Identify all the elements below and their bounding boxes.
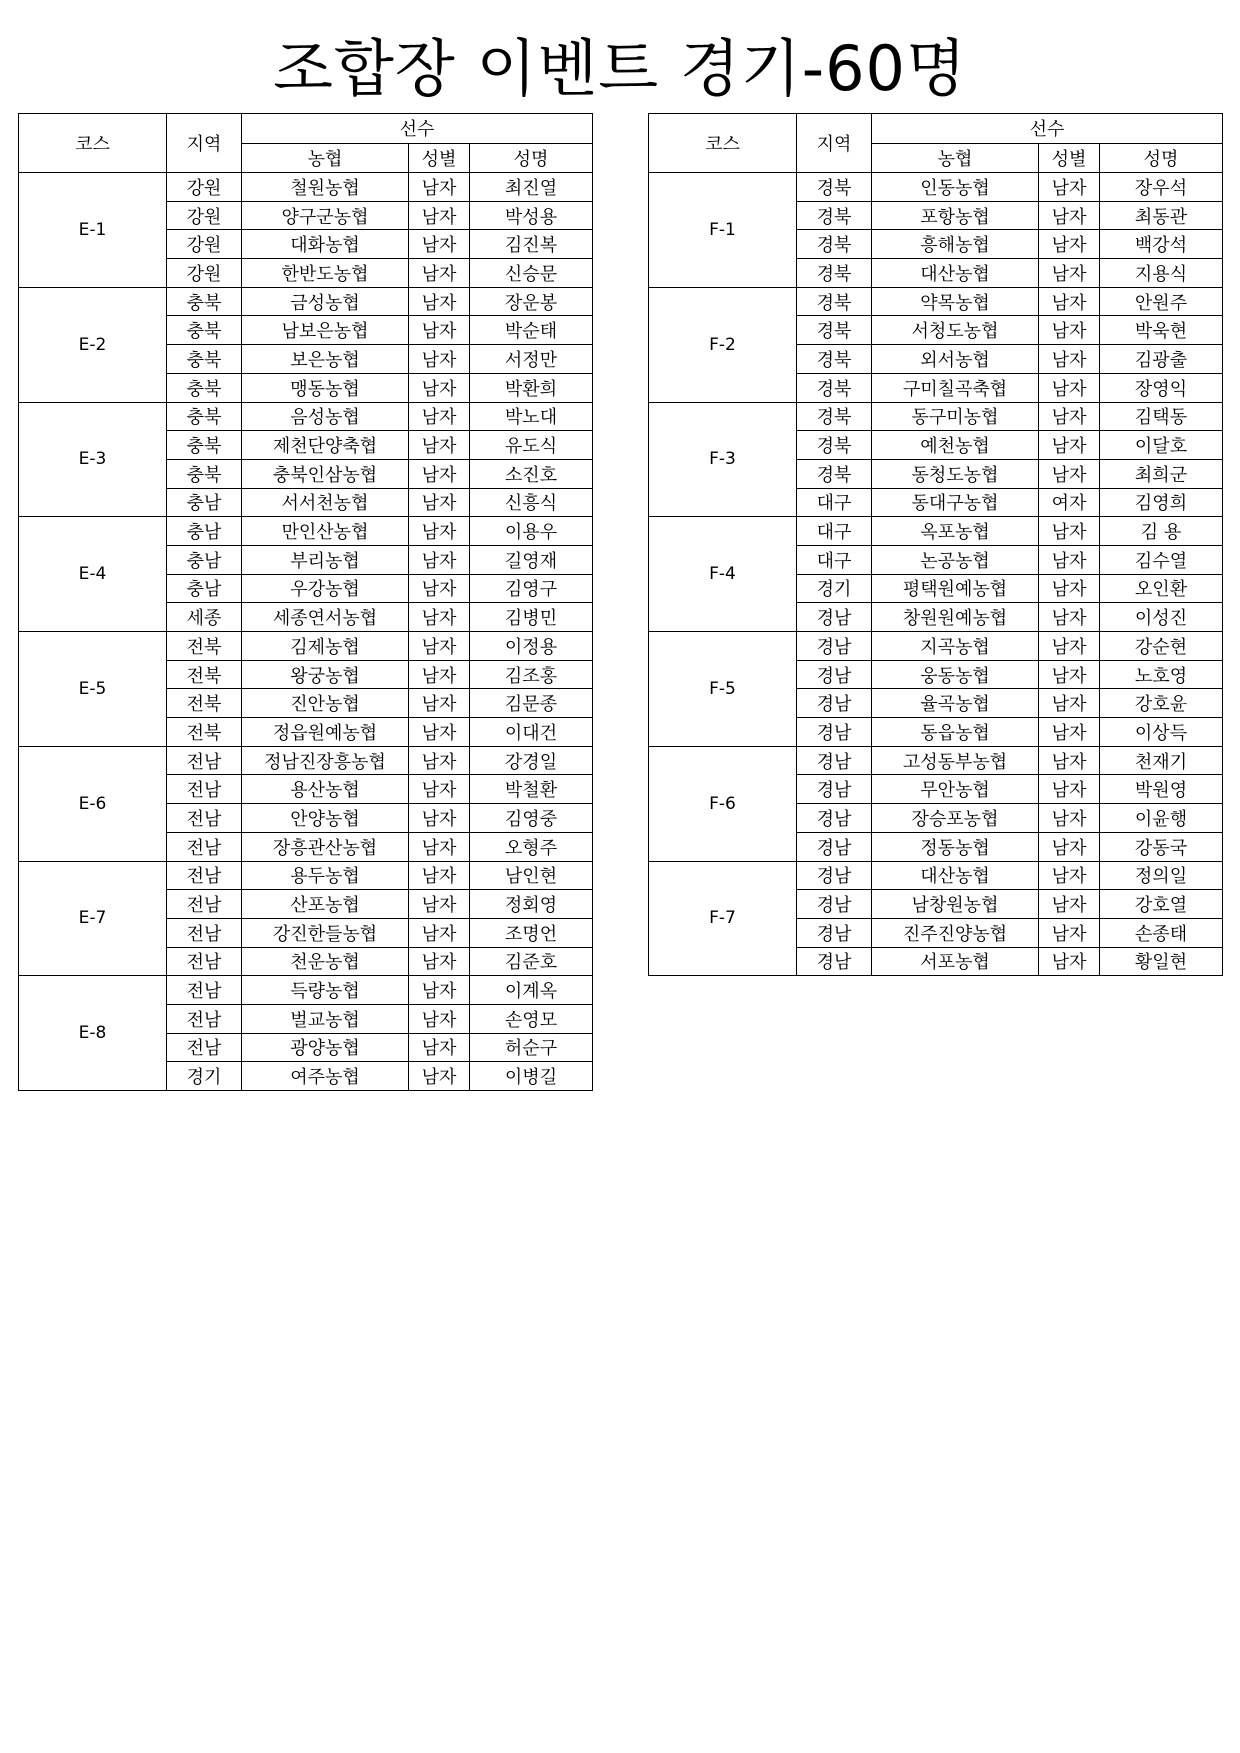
gender-cell: 남자 bbox=[409, 1062, 470, 1091]
gender-cell: 남자 bbox=[409, 832, 470, 861]
region-cell: 강원 bbox=[167, 173, 242, 202]
gender-cell: 남자 bbox=[409, 775, 470, 804]
coop-cell: 김제농협 bbox=[242, 632, 409, 661]
table-row bbox=[649, 287, 1223, 316]
coop-cell: 맹동농협 bbox=[242, 373, 409, 402]
coop-cell: 포항농협 bbox=[872, 201, 1039, 230]
gender-cell: 남자 bbox=[409, 345, 470, 374]
region-cell: 경남 bbox=[797, 746, 872, 775]
course-cell: E-5 bbox=[19, 632, 167, 747]
table-row bbox=[19, 287, 593, 316]
coop-cell: 율곡농협 bbox=[872, 689, 1039, 718]
coop-cell: 안양농협 bbox=[242, 804, 409, 833]
coop-cell: 진주진양농협 bbox=[872, 918, 1039, 947]
roster-body bbox=[649, 173, 1223, 976]
table-row bbox=[19, 746, 593, 775]
region-cell: 경북 bbox=[797, 173, 872, 202]
gender-cell: 남자 bbox=[409, 574, 470, 603]
gender-cell: 남자 bbox=[409, 402, 470, 431]
coop-cell: 진안농협 bbox=[242, 689, 409, 718]
coop-cell: 동구미농협 bbox=[872, 402, 1039, 431]
region-cell: 경남 bbox=[797, 603, 872, 632]
gender-cell: 남자 bbox=[1039, 775, 1100, 804]
name-cell: 이정용 bbox=[470, 632, 593, 661]
table-row bbox=[649, 632, 1223, 661]
coop-cell: 세종연서농협 bbox=[242, 603, 409, 632]
region-cell: 경남 bbox=[797, 718, 872, 747]
gender-cell: 남자 bbox=[1039, 689, 1100, 718]
header-course: 코스 bbox=[649, 114, 797, 173]
table-row bbox=[19, 632, 593, 661]
gender-cell: 남자 bbox=[409, 890, 470, 919]
coop-cell: 동읍농협 bbox=[872, 718, 1039, 747]
name-cell: 강동국 bbox=[1100, 832, 1223, 861]
name-cell: 김택동 bbox=[1100, 402, 1223, 431]
region-cell: 경북 bbox=[797, 345, 872, 374]
coop-cell: 부리농협 bbox=[242, 545, 409, 574]
course-cell: E-3 bbox=[19, 402, 167, 517]
gender-cell: 남자 bbox=[1039, 804, 1100, 833]
coop-cell: 정남진장흥농협 bbox=[242, 746, 409, 775]
coop-cell: 서서천농협 bbox=[242, 488, 409, 517]
gender-cell: 남자 bbox=[1039, 574, 1100, 603]
page-title: 조합장 이벤트 경기-60명 bbox=[273, 32, 967, 105]
gender-cell: 남자 bbox=[409, 517, 470, 546]
gender-cell: 남자 bbox=[409, 287, 470, 316]
name-cell: 유도식 bbox=[470, 431, 593, 460]
region-cell: 전남 bbox=[167, 861, 242, 890]
name-cell: 김병민 bbox=[470, 603, 593, 632]
region-cell: 경남 bbox=[797, 632, 872, 661]
course-cell: F-6 bbox=[649, 746, 797, 861]
name-cell: 김영구 bbox=[470, 574, 593, 603]
coop-cell: 외서농협 bbox=[872, 345, 1039, 374]
gender-cell: 남자 bbox=[409, 660, 470, 689]
region-cell: 대구 bbox=[797, 517, 872, 546]
gender-cell: 남자 bbox=[409, 976, 470, 1005]
table-row bbox=[649, 517, 1223, 546]
name-cell: 이용우 bbox=[470, 517, 593, 546]
table-row bbox=[649, 402, 1223, 431]
coop-cell: 만인산농협 bbox=[242, 517, 409, 546]
header-region: 지역 bbox=[797, 114, 872, 173]
name-cell: 김문종 bbox=[470, 689, 593, 718]
coop-cell: 우강농협 bbox=[242, 574, 409, 603]
region-cell: 경북 bbox=[797, 230, 872, 259]
region-cell: 경남 bbox=[797, 918, 872, 947]
region-cell: 경북 bbox=[797, 402, 872, 431]
name-cell: 천재기 bbox=[1100, 746, 1223, 775]
coop-cell: 대산농협 bbox=[872, 861, 1039, 890]
region-cell: 전남 bbox=[167, 832, 242, 861]
region-cell: 경북 bbox=[797, 459, 872, 488]
coop-cell: 왕궁농협 bbox=[242, 660, 409, 689]
coop-cell: 남창원농협 bbox=[872, 890, 1039, 919]
region-cell: 경남 bbox=[797, 804, 872, 833]
name-cell: 강순현 bbox=[1100, 632, 1223, 661]
region-cell: 충북 bbox=[167, 431, 242, 460]
gender-cell: 남자 bbox=[1039, 718, 1100, 747]
coop-cell: 여주농협 bbox=[242, 1062, 409, 1091]
coop-cell: 무안농협 bbox=[872, 775, 1039, 804]
region-cell: 충북 bbox=[167, 402, 242, 431]
coop-cell: 광양농협 bbox=[242, 1033, 409, 1062]
gender-cell: 남자 bbox=[1039, 603, 1100, 632]
coop-cell: 예천농협 bbox=[872, 431, 1039, 460]
name-cell: 김영희 bbox=[1100, 488, 1223, 517]
gender-cell: 남자 bbox=[1039, 459, 1100, 488]
name-cell: 오형주 bbox=[470, 832, 593, 861]
coop-cell: 천운농협 bbox=[242, 947, 409, 976]
region-cell: 대구 bbox=[797, 488, 872, 517]
name-cell: 김영중 bbox=[470, 804, 593, 833]
coop-cell: 논공농협 bbox=[872, 545, 1039, 574]
gender-cell: 남자 bbox=[409, 804, 470, 833]
region-cell: 전북 bbox=[167, 632, 242, 661]
name-cell: 이성진 bbox=[1100, 603, 1223, 632]
coop-cell: 창원원예농협 bbox=[872, 603, 1039, 632]
region-cell: 경북 bbox=[797, 316, 872, 345]
course-cell: E-6 bbox=[19, 746, 167, 861]
region-cell: 전북 bbox=[167, 660, 242, 689]
coop-cell: 한반도농협 bbox=[242, 259, 409, 288]
coop-cell: 서포농협 bbox=[872, 947, 1039, 976]
region-cell: 경기 bbox=[167, 1062, 242, 1091]
table-row bbox=[649, 861, 1223, 890]
gender-cell: 남자 bbox=[1039, 373, 1100, 402]
region-cell: 전남 bbox=[167, 1004, 242, 1033]
coop-cell: 지곡농협 bbox=[872, 632, 1039, 661]
name-cell: 김진복 bbox=[470, 230, 593, 259]
coop-cell: 제천단양축협 bbox=[242, 431, 409, 460]
name-cell: 박환희 bbox=[470, 373, 593, 402]
gender-cell: 남자 bbox=[409, 1004, 470, 1033]
region-cell: 전남 bbox=[167, 890, 242, 919]
gender-cell: 남자 bbox=[1039, 517, 1100, 546]
gender-cell: 남자 bbox=[409, 373, 470, 402]
coop-cell: 산포농협 bbox=[242, 890, 409, 919]
coop-cell: 구미칠곡축협 bbox=[872, 373, 1039, 402]
header-name: 성명 bbox=[1100, 143, 1223, 173]
gender-cell: 남자 bbox=[1039, 173, 1100, 202]
course-cell: F-1 bbox=[649, 173, 797, 288]
name-cell: 박욱현 bbox=[1100, 316, 1223, 345]
gender-cell: 남자 bbox=[1039, 345, 1100, 374]
region-cell: 전남 bbox=[167, 804, 242, 833]
name-cell: 박원영 bbox=[1100, 775, 1223, 804]
gender-cell: 남자 bbox=[1039, 287, 1100, 316]
name-cell: 장운봉 bbox=[470, 287, 593, 316]
course-cell: F-4 bbox=[649, 517, 797, 632]
gender-cell: 남자 bbox=[1039, 660, 1100, 689]
coop-cell: 정읍원예농협 bbox=[242, 718, 409, 747]
name-cell: 최희군 bbox=[1100, 459, 1223, 488]
gender-cell: 남자 bbox=[1039, 832, 1100, 861]
roster-table-f bbox=[648, 113, 1223, 976]
table-row bbox=[19, 976, 593, 1005]
region-cell: 충남 bbox=[167, 545, 242, 574]
name-cell: 손영모 bbox=[470, 1004, 593, 1033]
gender-cell: 남자 bbox=[409, 316, 470, 345]
course-cell: F-3 bbox=[649, 402, 797, 517]
name-cell: 이계옥 bbox=[470, 976, 593, 1005]
coop-cell: 정동농협 bbox=[872, 832, 1039, 861]
name-cell: 이병길 bbox=[470, 1062, 593, 1091]
gender-cell: 남자 bbox=[1039, 545, 1100, 574]
region-cell: 경남 bbox=[797, 775, 872, 804]
name-cell: 이대건 bbox=[470, 718, 593, 747]
gender-cell: 남자 bbox=[1039, 746, 1100, 775]
region-cell: 경북 bbox=[797, 431, 872, 460]
coop-cell: 약목농협 bbox=[872, 287, 1039, 316]
region-cell: 전남 bbox=[167, 976, 242, 1005]
region-cell: 경기 bbox=[797, 574, 872, 603]
gender-cell: 남자 bbox=[409, 488, 470, 517]
name-cell: 이상득 bbox=[1100, 718, 1223, 747]
region-cell: 경남 bbox=[797, 861, 872, 890]
coop-cell: 남보은농협 bbox=[242, 316, 409, 345]
coop-cell: 장흥관산농협 bbox=[242, 832, 409, 861]
coop-cell: 서청도농협 bbox=[872, 316, 1039, 345]
region-cell: 강원 bbox=[167, 230, 242, 259]
gender-cell: 남자 bbox=[409, 259, 470, 288]
gender-cell: 남자 bbox=[1039, 402, 1100, 431]
gender-cell: 남자 bbox=[1039, 230, 1100, 259]
coop-cell: 음성농협 bbox=[242, 402, 409, 431]
region-cell: 충북 bbox=[167, 316, 242, 345]
gender-cell: 남자 bbox=[1039, 201, 1100, 230]
gender-cell: 남자 bbox=[409, 918, 470, 947]
name-cell: 김수열 bbox=[1100, 545, 1223, 574]
coop-cell: 금성농협 bbox=[242, 287, 409, 316]
region-cell: 충북 bbox=[167, 373, 242, 402]
region-cell: 전남 bbox=[167, 947, 242, 976]
name-cell: 신승문 bbox=[470, 259, 593, 288]
gender-cell: 남자 bbox=[409, 861, 470, 890]
gender-cell: 남자 bbox=[1039, 861, 1100, 890]
name-cell: 정의일 bbox=[1100, 861, 1223, 890]
name-cell: 정회영 bbox=[470, 890, 593, 919]
name-cell: 최진열 bbox=[470, 173, 593, 202]
course-cell: E-7 bbox=[19, 861, 167, 976]
region-cell: 전남 bbox=[167, 746, 242, 775]
gender-cell: 남자 bbox=[1039, 632, 1100, 661]
name-cell: 박순태 bbox=[470, 316, 593, 345]
name-cell: 오인환 bbox=[1100, 574, 1223, 603]
coop-cell: 강진한들농협 bbox=[242, 918, 409, 947]
name-cell: 최동관 bbox=[1100, 201, 1223, 230]
coop-cell: 용산농협 bbox=[242, 775, 409, 804]
header-name: 성명 bbox=[470, 143, 593, 173]
table-row bbox=[649, 746, 1223, 775]
table-row bbox=[19, 402, 593, 431]
region-cell: 전남 bbox=[167, 918, 242, 947]
coop-cell: 동청도농협 bbox=[872, 459, 1039, 488]
name-cell: 남인현 bbox=[470, 861, 593, 890]
region-cell: 충남 bbox=[167, 488, 242, 517]
region-cell: 대구 bbox=[797, 545, 872, 574]
coop-cell: 고성동부농협 bbox=[872, 746, 1039, 775]
region-cell: 전남 bbox=[167, 1033, 242, 1062]
gender-cell: 남자 bbox=[409, 201, 470, 230]
coop-cell: 장승포농협 bbox=[872, 804, 1039, 833]
name-cell: 지용식 bbox=[1100, 259, 1223, 288]
name-cell: 박철환 bbox=[470, 775, 593, 804]
gender-cell: 남자 bbox=[1039, 316, 1100, 345]
region-cell: 경북 bbox=[797, 201, 872, 230]
table-row bbox=[19, 173, 593, 202]
region-cell: 세종 bbox=[167, 603, 242, 632]
name-cell: 김조홍 bbox=[470, 660, 593, 689]
coop-cell: 철원농협 bbox=[242, 173, 409, 202]
gender-cell: 여자 bbox=[1039, 488, 1100, 517]
name-cell: 장영익 bbox=[1100, 373, 1223, 402]
name-cell: 박성용 bbox=[470, 201, 593, 230]
header-course: 코스 bbox=[19, 114, 167, 173]
coop-cell: 보은농협 bbox=[242, 345, 409, 374]
name-cell: 강호열 bbox=[1100, 890, 1223, 919]
gender-cell: 남자 bbox=[1039, 259, 1100, 288]
coop-cell: 평택원예농협 bbox=[872, 574, 1039, 603]
coop-cell: 인동농협 bbox=[872, 173, 1039, 202]
name-cell: 황일현 bbox=[1100, 947, 1223, 976]
name-cell: 김광출 bbox=[1100, 345, 1223, 374]
name-cell: 강경일 bbox=[470, 746, 593, 775]
name-cell: 안원주 bbox=[1100, 287, 1223, 316]
course-cell: E-1 bbox=[19, 173, 167, 288]
name-cell: 장우석 bbox=[1100, 173, 1223, 202]
roster-body bbox=[19, 173, 593, 1091]
gender-cell: 남자 bbox=[409, 545, 470, 574]
name-cell: 강호윤 bbox=[1100, 689, 1223, 718]
name-cell: 손종태 bbox=[1100, 918, 1223, 947]
table-row bbox=[19, 861, 593, 890]
coop-cell: 흥해농협 bbox=[872, 230, 1039, 259]
course-cell: E-2 bbox=[19, 287, 167, 402]
region-cell: 전북 bbox=[167, 718, 242, 747]
region-cell: 경북 bbox=[797, 373, 872, 402]
gender-cell: 남자 bbox=[409, 632, 470, 661]
gender-cell: 남자 bbox=[409, 689, 470, 718]
region-cell: 경남 bbox=[797, 947, 872, 976]
region-cell: 전남 bbox=[167, 775, 242, 804]
course-cell: E-4 bbox=[19, 517, 167, 632]
coop-cell: 양구군농협 bbox=[242, 201, 409, 230]
name-cell: 조명언 bbox=[470, 918, 593, 947]
gender-cell: 남자 bbox=[1039, 947, 1100, 976]
coop-cell: 동대구농협 bbox=[872, 488, 1039, 517]
gender-cell: 남자 bbox=[409, 746, 470, 775]
coop-cell: 대산농협 bbox=[872, 259, 1039, 288]
name-cell: 서정만 bbox=[470, 345, 593, 374]
gender-cell: 남자 bbox=[409, 718, 470, 747]
gender-cell: 남자 bbox=[409, 1033, 470, 1062]
header-player: 선수 bbox=[872, 114, 1223, 144]
name-cell: 길영재 bbox=[470, 545, 593, 574]
region-cell: 강원 bbox=[167, 201, 242, 230]
region-cell: 충남 bbox=[167, 574, 242, 603]
gender-cell: 남자 bbox=[409, 603, 470, 632]
header-gender: 성별 bbox=[1039, 143, 1100, 173]
table-row bbox=[19, 517, 593, 546]
course-cell: F-5 bbox=[649, 632, 797, 747]
region-cell: 경북 bbox=[797, 287, 872, 316]
name-cell: 김준호 bbox=[470, 947, 593, 976]
name-cell: 이달호 bbox=[1100, 431, 1223, 460]
name-cell: 백강석 bbox=[1100, 230, 1223, 259]
gender-cell: 남자 bbox=[1039, 918, 1100, 947]
gender-cell: 남자 bbox=[409, 459, 470, 488]
region-cell: 충북 bbox=[167, 459, 242, 488]
region-cell: 강원 bbox=[167, 259, 242, 288]
region-cell: 충북 bbox=[167, 287, 242, 316]
region-cell: 충남 bbox=[167, 517, 242, 546]
header-coop: 농협 bbox=[872, 143, 1039, 173]
table-row bbox=[649, 173, 1223, 202]
header-coop: 농협 bbox=[242, 143, 409, 173]
name-cell: 노호영 bbox=[1100, 660, 1223, 689]
name-cell: 소진호 bbox=[470, 459, 593, 488]
gender-cell: 남자 bbox=[409, 431, 470, 460]
region-cell: 경남 bbox=[797, 832, 872, 861]
region-cell: 전북 bbox=[167, 689, 242, 718]
coop-cell: 득량농협 bbox=[242, 976, 409, 1005]
name-cell: 허순구 bbox=[470, 1033, 593, 1062]
gender-cell: 남자 bbox=[409, 230, 470, 259]
region-cell: 충북 bbox=[167, 345, 242, 374]
region-cell: 경남 bbox=[797, 660, 872, 689]
coop-cell: 용두농협 bbox=[242, 861, 409, 890]
header-player: 선수 bbox=[242, 114, 593, 144]
header-region: 지역 bbox=[167, 114, 242, 173]
header-gender: 성별 bbox=[409, 143, 470, 173]
coop-cell: 옥포농협 bbox=[872, 517, 1039, 546]
coop-cell: 충북인삼농협 bbox=[242, 459, 409, 488]
name-cell: 박노대 bbox=[470, 402, 593, 431]
name-cell: 이윤행 bbox=[1100, 804, 1223, 833]
name-cell: 김 용 bbox=[1100, 517, 1223, 546]
coop-cell: 웅동농협 bbox=[872, 660, 1039, 689]
name-cell: 신흥식 bbox=[470, 488, 593, 517]
gender-cell: 남자 bbox=[1039, 431, 1100, 460]
gender-cell: 남자 bbox=[1039, 890, 1100, 919]
gender-cell: 남자 bbox=[409, 947, 470, 976]
course-cell: F-7 bbox=[649, 861, 797, 976]
course-cell: E-8 bbox=[19, 976, 167, 1091]
region-cell: 경남 bbox=[797, 689, 872, 718]
roster-table-e bbox=[18, 113, 593, 1091]
region-cell: 경남 bbox=[797, 890, 872, 919]
gender-cell: 남자 bbox=[409, 173, 470, 202]
coop-cell: 벌교농협 bbox=[242, 1004, 409, 1033]
coop-cell: 대화농협 bbox=[242, 230, 409, 259]
course-cell: F-2 bbox=[649, 287, 797, 402]
region-cell: 경북 bbox=[797, 259, 872, 288]
